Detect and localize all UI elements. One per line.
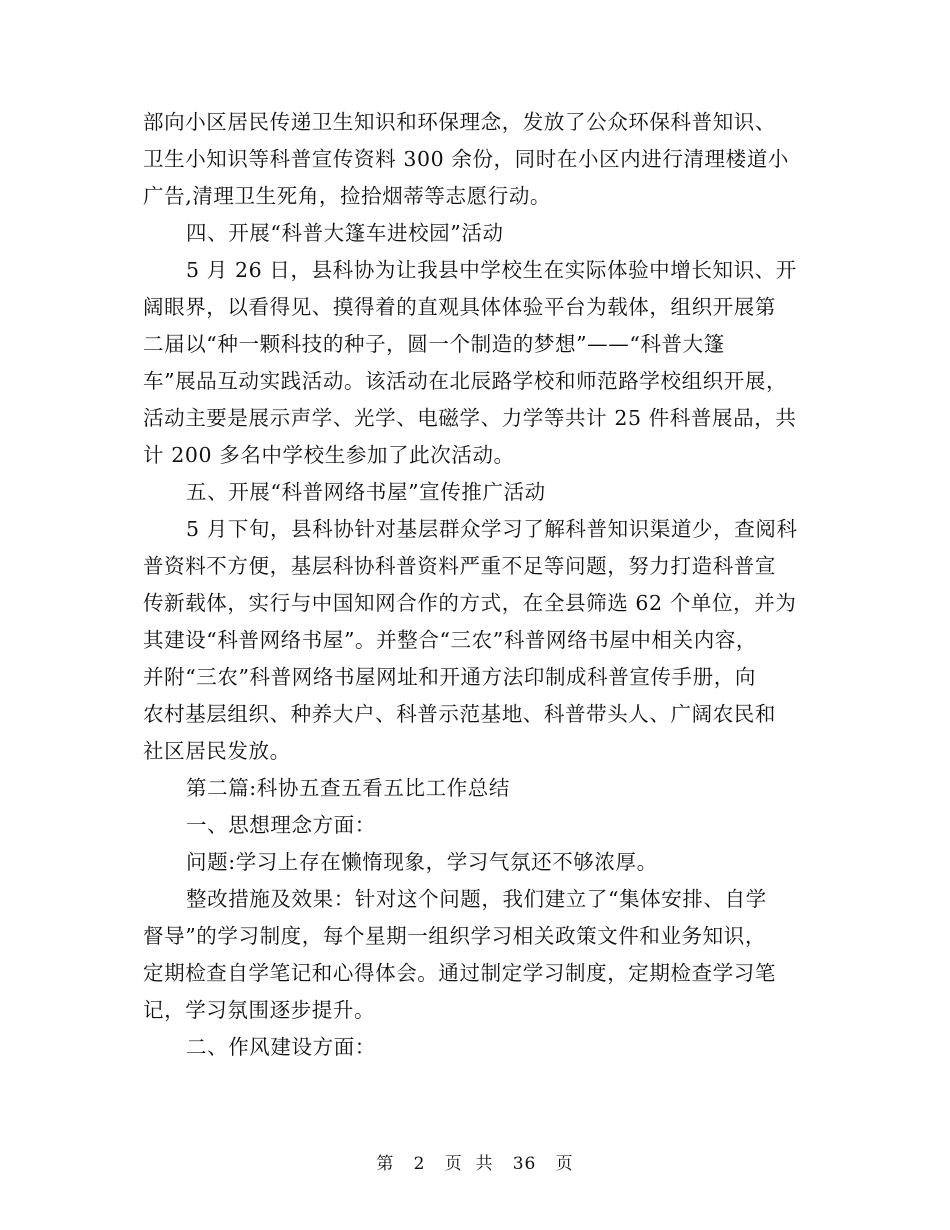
text-line: 五、开展“科普网络书屋”宣传推广活动 — [186, 480, 546, 504]
text-line: 普资料不方便，基层科协科普资料严重不足等问题，努力打造科普宣 — [143, 554, 776, 578]
text-line: 四、开展“科普大篷车进校园”活动 — [186, 221, 504, 245]
footer-total-pages: 36 — [512, 1154, 537, 1174]
text-line: 督导”的学习制度，每个星期一组织学习相关政策文件和业务知识， — [143, 924, 766, 948]
text-line: 部向小区居民传递卫生知识和环保理念，发放了公众环保科普知识、 — [143, 110, 776, 134]
text-line: 农村基层组织、种养大户、科普示范基地、科普带头人、广阔农民和 — [143, 702, 776, 726]
text-line: 传新载体，实行与中国知网合作的方式，在全县筛选 62 个单位，并为 — [143, 591, 797, 615]
text-line: 记，学习氛围逐步提升。 — [143, 998, 376, 1022]
text-line: 车”展品互动实践活动。该活动在北辰路学校和师范路学校组织开展， — [143, 369, 788, 393]
text-line: 其建设“科普网络书屋”。并整合“三农”科普网络书屋中相关内容， — [143, 628, 758, 652]
text-line: 卫生小知识等科普宣传资料 300 余份，同时在小区内进行清理楼道小 — [143, 147, 789, 171]
text-line: 5 月下旬，县科协针对基层群众学习了解科普知识渠道少，查阅科 — [186, 517, 798, 541]
text-line: 一、思想理念方面： — [186, 813, 376, 837]
text-line: 并附“三农”科普网络书屋网址和开通方法印制成科普宣传手册，向 — [143, 665, 756, 689]
footer-middle: 页 共 — [444, 1154, 494, 1174]
footer-suffix: 页 — [555, 1154, 574, 1174]
footer-prefix: 第 — [376, 1154, 395, 1174]
text-line: 第二篇:科协五查五看五比工作总结 — [186, 776, 511, 800]
text-line: 计 200 多名中学校生参加了此次活动。 — [143, 443, 515, 467]
text-line: 整改措施及效果：针对这个问题，我们建立了“集体安排、自学 — [186, 887, 767, 911]
text-line: 社区居民发放。 — [143, 739, 291, 763]
text-line: 活动主要是展示声学、光学、电磁学、力学等共计 25 件科普展品，共 — [143, 406, 797, 430]
page-footer — [0, 1152, 950, 1176]
text-line: 二届以“种一颗科技的种子，圆一个制造的梦想”——“科普大篷 — [143, 332, 725, 356]
text-line: 广告,清理卫生死角，捡拾烟蒂等志愿行动。 — [143, 184, 552, 208]
text-line: 二、作风建设方面： — [186, 1035, 376, 1059]
text-line: 阔眼界，以看得见、摸得着的直观具体体验平台为载体，组织开展第 — [143, 295, 776, 319]
text-line: 5 月 26 日，县科协为让我县中学校生在实际体验中增长知识、开 — [186, 258, 797, 282]
document-body — [143, 104, 818, 1066]
text-line: 问题:学习上存在懒惰现象，学习气氛还不够浓厚。 — [186, 850, 658, 874]
text-line: 定期检查自学笔记和心得体会。通过制定学习制度，定期检查学习笔 — [143, 961, 776, 985]
footer-current-page: 2 — [413, 1154, 426, 1174]
